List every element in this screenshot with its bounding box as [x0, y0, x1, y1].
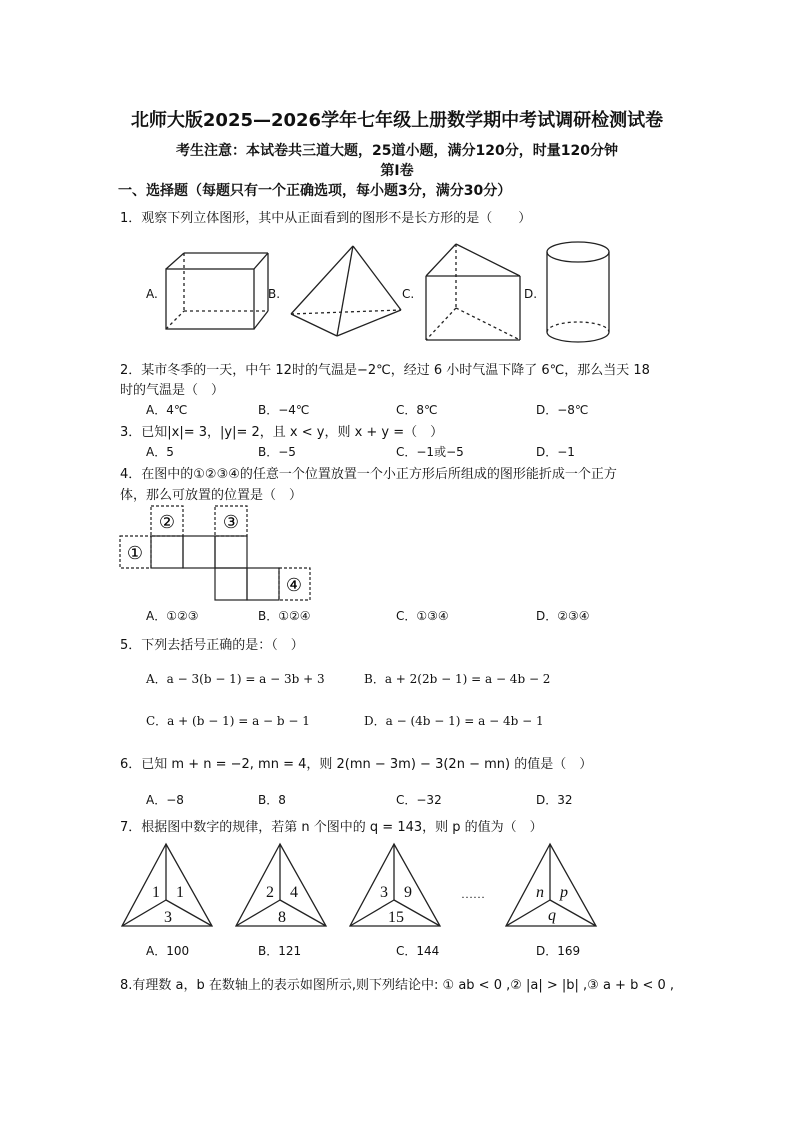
pyramid-figure	[285, 242, 407, 342]
question-4-line2: 体，那么可放置的位置是（ ）	[120, 488, 303, 503]
t3-left: 3	[380, 884, 388, 901]
q6-option-a: A．−8	[146, 793, 184, 807]
q4-option-b: B．①②④	[258, 609, 311, 623]
question-6-stem: 6．已知 m + n = −2, mn = 4，则 2(mn − 3m) − 3(2n − mn) 的值是（ ）	[120, 757, 593, 772]
volume-label: 第Ⅰ卷	[380, 163, 414, 179]
t4-right: p	[560, 884, 568, 901]
q5-option-d: D．a − (4b − 1) = a − 4b − 1	[364, 714, 544, 728]
cuboid-figure	[160, 245, 275, 335]
t1-right: 1	[176, 884, 184, 901]
q7-option-c: C．144	[396, 944, 440, 958]
q3-option-b: B．−5	[258, 445, 296, 459]
position-4-mark: ④	[285, 575, 303, 595]
q7-option-b: B．121	[258, 944, 302, 958]
question-1-stem: 1．观察下列立体图形，其中从正面看到的图形不是长方形的是（ ）	[120, 211, 532, 226]
question-5-stem: 5．下列去括号正确的是：（ ）	[120, 638, 304, 653]
q1-label-c: C.	[402, 287, 415, 301]
t1-left: 1	[152, 884, 160, 901]
q5-option-a: A．a − 3(b − 1) = a − 3b + 3	[146, 672, 325, 686]
q1-label-a: A.	[146, 287, 158, 301]
q2-option-a: A．4℃	[146, 403, 188, 417]
q3-option-a: A．5	[146, 445, 174, 459]
q5-option-b: B．a + 2(2b − 1) = a − 4b − 2	[364, 672, 551, 686]
q3-option-d: D．−1	[536, 445, 575, 459]
q6-option-d: D．32	[536, 793, 573, 807]
t1-bottom: 3	[164, 909, 172, 926]
q2-option-c: C．8℃	[396, 403, 438, 417]
cylinder-figure	[543, 238, 613, 348]
q7-option-d: D．169	[536, 944, 581, 958]
t3-bottom: 15	[388, 909, 404, 926]
question-4-line1: 4．在图中的①②③④的任意一个位置放置一个小正方形后所组成的图形能折成一个正方	[120, 467, 617, 482]
position-3-mark: ③	[222, 512, 240, 532]
question-2-line2: 时的气温是（ ）	[120, 383, 225, 398]
q6-option-b: B．8	[258, 793, 286, 807]
t2-left: 2	[266, 884, 274, 901]
t2-right: 4	[290, 884, 298, 901]
question-3-stem: 3．已知|x|= 3，|y|= 2，且 x < y，则 x + y =（ ）	[120, 425, 444, 440]
page-title: 北师大版2025—2026学年七年级上册数学期中考试调研检测试卷	[130, 110, 664, 131]
exam-notice: 考生注意：本试卷共三道大题，25道小题，满分120分，时量120分钟	[176, 143, 618, 159]
q1-label-b: B.	[268, 287, 281, 301]
position-1-mark: ①	[126, 543, 144, 563]
cube-net-figure	[118, 504, 314, 602]
q6-option-c: C．−32	[396, 793, 442, 807]
question-2-line1: 2．某市冬季的一天，中午 12时的气温是−2℃，经过 6 小时气温下降了 6℃，那么当天 18	[120, 363, 650, 378]
ellipsis: ……	[461, 887, 485, 901]
q2-option-b: B．−4℃	[258, 403, 310, 417]
q4-option-c: C．①③④	[396, 609, 449, 623]
q5-option-c: C．a + (b − 1) = a − b − 1	[146, 714, 310, 728]
q1-label-d: D.	[524, 287, 538, 301]
t4-left: n	[536, 884, 544, 901]
q4-option-a: A．①②③	[146, 609, 199, 623]
t4-bottom: q	[548, 907, 556, 924]
t2-bottom: 8	[278, 909, 286, 926]
q2-option-d: D．−8℃	[536, 403, 589, 417]
q4-option-d: D．②③④	[536, 609, 590, 623]
section-heading: 一、选择题（每题只有一个正确选项，每小题3分，满分30分）	[118, 183, 512, 199]
q7-option-a: A．100	[146, 944, 190, 958]
t3-right: 9	[404, 884, 412, 901]
triangle-pattern-figure	[118, 840, 638, 932]
question-8-stem: 8.有理数 a，b 在数轴上的表示如图所示,则下列结论中: ① ab < 0 ,② |a| > |b| ,③ a + b < 0 ,	[120, 978, 675, 993]
position-2-mark: ②	[158, 512, 176, 532]
q3-option-c: C．−1或−5	[396, 445, 464, 459]
prism-figure	[420, 240, 525, 345]
question-7-stem: 7．根据图中数字的规律，若第 n 个图中的 q = 143，则 p 的值为（ ）	[120, 820, 543, 835]
